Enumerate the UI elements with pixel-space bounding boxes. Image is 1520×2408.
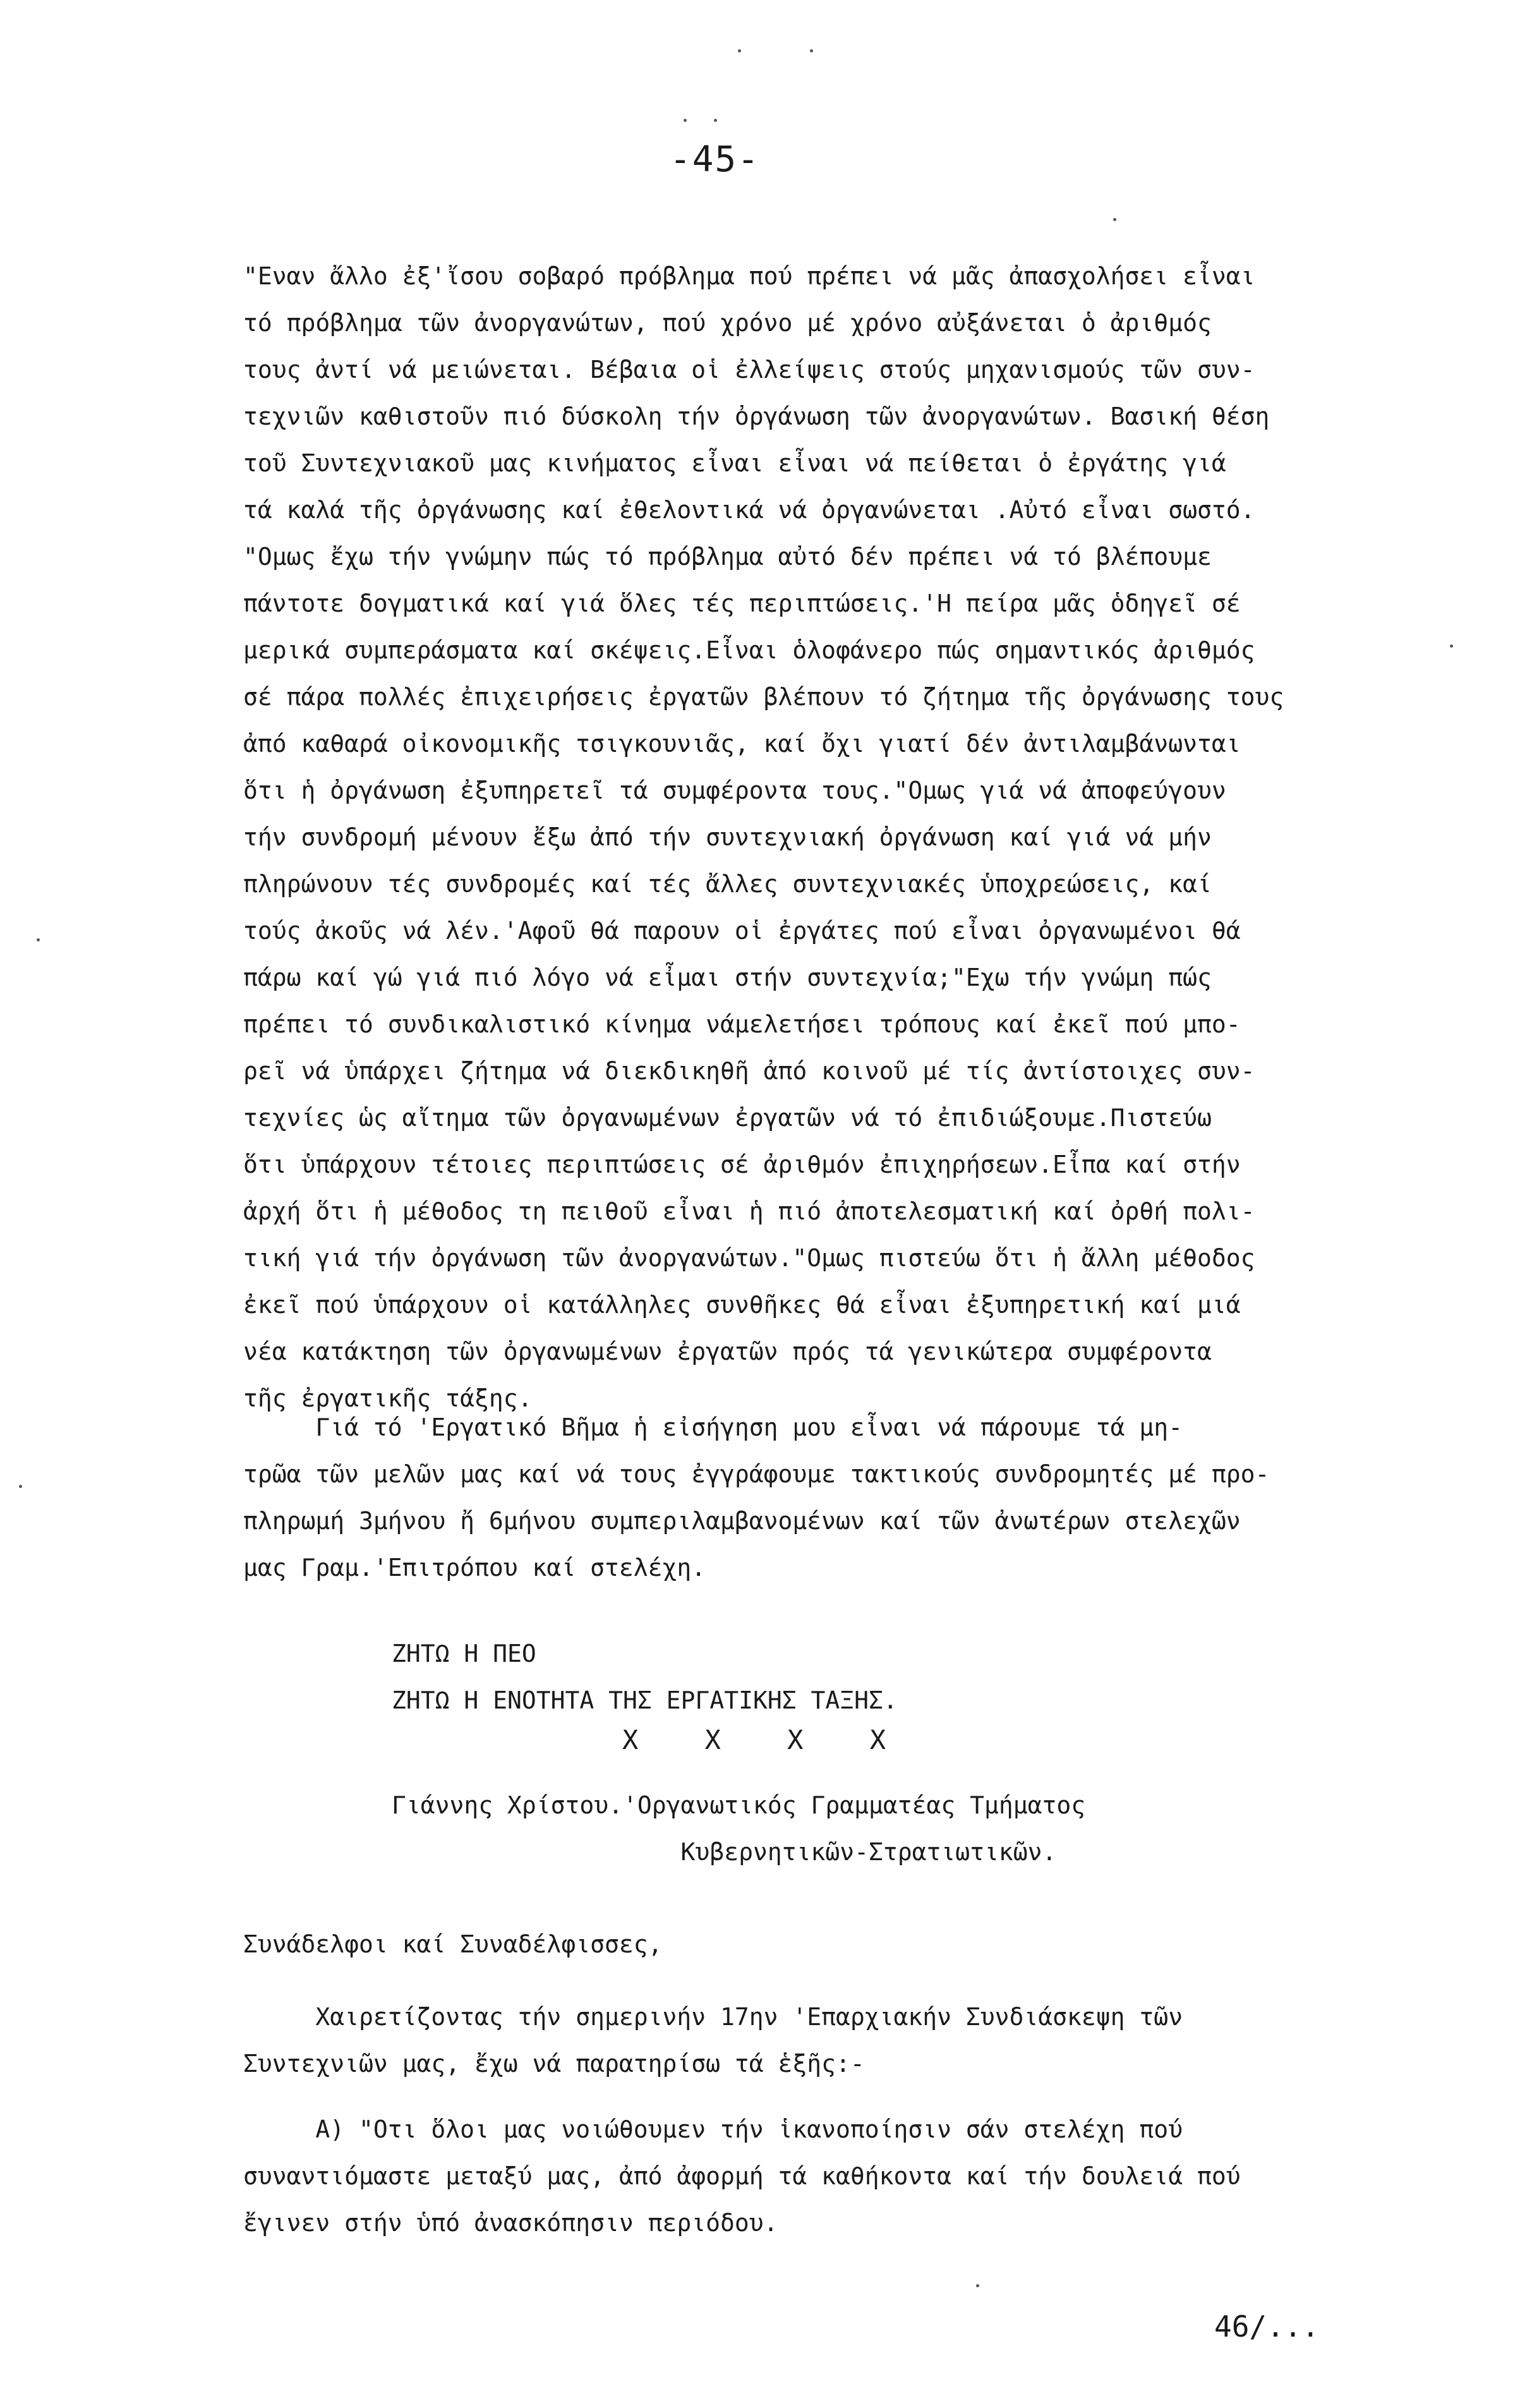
scan-speck bbox=[37, 938, 40, 941]
text-line: Συντεχνιῶν μας, ἔχω νά παρατηρίσω τά ἑξῆς:- bbox=[243, 2050, 865, 2078]
text-line: Γιάννης Χρίστου.'Οργανωτικός Γραμματέας Τμήματος bbox=[392, 1791, 1086, 1819]
paragraph-2 bbox=[243, 1404, 1269, 1591]
text-line: Χαιρετίζοντας τήν σημερινήν 17ην 'Επαρχιακήν Συνδιάσκεψη τῶν bbox=[243, 2003, 1183, 2031]
slogans bbox=[392, 1630, 898, 1724]
paragraph-1 bbox=[243, 253, 1284, 1422]
text-line: τῆς ἐργατικῆς τάξης. bbox=[243, 1384, 533, 1412]
text-line: σέ πάρα πολλές ἐπιχειρήσεις ἐργατῶν βλέπουν τό ζήτημα τῆς ὀργάνωσης τους bbox=[243, 683, 1284, 711]
page-number: -45- bbox=[670, 139, 760, 180]
text-line: ἔγινεν στήν ὑπό ἀνασκόπησιν περιόδου. bbox=[243, 2209, 778, 2237]
text-line: τους ἀντί νά μειώνεται. Βέβαια οἱ ἐλλείψεις στούς μηχανισμούς τῶν συν- bbox=[243, 356, 1255, 384]
scan-speck bbox=[19, 1485, 22, 1488]
scan-speck bbox=[684, 119, 687, 122]
text-line: πληρωμή 3μήνου ἤ 6μήνου συμπεριλαμβανομένων καί τῶν ἀνωτέρων στελεχῶν bbox=[243, 1507, 1241, 1535]
text-line: τοῦ Συντεχνιακοῦ μας κινήματος εἶναι εἶναι νά πείθεται ὁ ἐργάτης γιά bbox=[243, 449, 1226, 477]
text-line: μας Γραμ.'Επιτρόπου καί στελέχη. bbox=[243, 1554, 706, 1582]
text-line: Κυβερνητικῶν-Στρατιωτικῶν. bbox=[392, 1838, 1057, 1866]
text-line: Α) "Οτι ὅλοι μας νοιώθουμεν τήν ἱκανοποίησιν σάν στελέχη πού bbox=[243, 2115, 1183, 2143]
text-line: πάντοτε δογματικά καί γιά ὅλες τές περιπτώσεις.'Η πείρα μᾶς ὁδηγεῖ σέ bbox=[243, 590, 1241, 617]
scan-speck bbox=[976, 2284, 979, 2287]
text-line: τά καλά τῆς ὀργάνωσης καί ἐθελοντικά νά ὀργανώνεται .Αὐτό εἶναι σωστό. bbox=[243, 496, 1255, 524]
separator-marks: Χ Χ Χ Χ bbox=[622, 1724, 912, 1755]
text-line: ἀρχή ὅτι ἡ μέθοδος τη πειθοῦ εἶναι ἡ πιό ἀποτελεσματική καί ὀρθή πολι- bbox=[243, 1197, 1255, 1225]
text-line: ὅτι ὑπάρχουν τέτοιες περιπτώσεις σέ ἀριθμόν ἐπιχηρήσεων.Εἶπα καί στήν bbox=[243, 1151, 1241, 1178]
text-line: τεχνιῶν καθιστοῦν πιό δύσκολη τήν ὀργάνωση τῶν ἀνοργανώτων. Βασική θέση bbox=[243, 402, 1270, 430]
paragraph-4 bbox=[243, 2106, 1241, 2246]
text-line: τήν συνδρομή μένουν ἔξω ἀπό τήν συντεχνιακή ὀργάνωση καί γιά νά μήν bbox=[243, 823, 1212, 851]
text-line: "Εναν ἄλλο ἐξ'ἴσου σοβαρό πρόβλημα πού πρέπει νά μᾶς ἀπασχολήσει εἶναι bbox=[243, 262, 1255, 290]
text-line: ἀπό καθαρά οἰκονομικῆς τσιγκουνιᾶς, καί ὄχι γιατί δέν ἀντιλαμβάνωνται bbox=[243, 730, 1241, 758]
text-line: ρεῖ νά ὑπάρχει ζήτημα νά διεκδικηθῆ ἀπό κοινοῦ μέ τίς ἀντίστοιχες συν- bbox=[243, 1057, 1255, 1085]
text-line: πληρώνουν τές συνδρομές καί τές ἄλλες συντεχνιακές ὑποχρεώσεις, καί bbox=[243, 870, 1212, 898]
text-line: μερικά συμπεράσματα καί σκέψεις.Εἶναι ὁλοφάνερο πώς σημαντικός ἀριθμός bbox=[243, 636, 1255, 664]
scan-speck bbox=[810, 49, 813, 52]
scan-speck bbox=[714, 119, 717, 122]
scan-speck bbox=[1450, 644, 1453, 648]
page-continuation: 46/... bbox=[1214, 2309, 1320, 2344]
text-line: τό πρόβλημα τῶν ἀνοργανώτων, πού χρόνο μέ χρόνο αὐξάνεται ὁ ἀριθμός bbox=[243, 309, 1212, 337]
text-line: Γιά τό 'Εργατικό Βῆμα ἡ εἰσήγηση μου εἶναι νά πάρουμε τά μη- bbox=[243, 1413, 1183, 1441]
text-line: ὅτι ἡ ὀργάνωση ἐξυπηρετεῖ τά συμφέροντα τους."Ομως γιά νά ἀποφεύγουν bbox=[243, 777, 1226, 804]
text-line: τεχνίες ὡς αἴτημα τῶν ὀργανωμένων ἐργατῶν νά τό ἐπιδιώξουμε.Πιστεύω bbox=[243, 1104, 1212, 1132]
text-line: τική γιά τήν ὀργάνωση τῶν ἀνοργανώτων."Ομως πιστεύω ὅτι ἡ ἄλλη μέθοδος bbox=[243, 1244, 1255, 1272]
text-line: πάρω καί γώ γιά πιό λόγο νά εἶμαι στήν συντεχνία;"Εχω τήν γνώμη πώς bbox=[243, 964, 1212, 991]
paragraph-3 bbox=[243, 1994, 1183, 2087]
text-line: "Ομως ἔχω τήν γνώμην πώς τό πρόβλημα αὐτό δέν πρέπει νά τό βλέπουμε bbox=[243, 543, 1212, 571]
text-line: ἐκεῖ πού ὑπάρχουν οἱ κατάλληλες συνθῆκες θά εἶναι ἐξυπηρετική καί μιά bbox=[243, 1291, 1241, 1319]
text-line: συναντιόμαστε μεταξύ μας, ἀπό ἀφορμή τά καθήκοντα καί τήν δουλειά πού bbox=[243, 2162, 1241, 2190]
text-line: τρῶα τῶν μελῶν μας καί νά τους ἐγγράφουμε τακτικούς συνδρομητές μέ προ- bbox=[243, 1460, 1270, 1488]
text-line: νέα κατάκτηση τῶν ὀργανωμένων ἐργατῶν πρός τά γενικώτερα συμφέροντα bbox=[243, 1338, 1212, 1365]
text-line: ΖΗΤΩ Η ΠΕΟ bbox=[392, 1640, 536, 1667]
text-line: πρέπει τό συνδικαλιστικό κίνημα νάμελετήσει τρόπους καί ἐκεῖ πού μπο- bbox=[243, 1010, 1241, 1038]
signature-block bbox=[392, 1782, 1085, 1875]
scan-speck bbox=[1113, 218, 1116, 221]
text-line: τούς ἀκοῦς νά λέν.'Αφοῦ θά παρουν οἱ ἐργάτες πού εἶναι ὀργανωμένοι θά bbox=[243, 917, 1241, 945]
scan-speck bbox=[738, 49, 741, 52]
salutation: Συνάδελφοι καί Συναδέλφισσες, bbox=[243, 1930, 663, 1958]
text-line: ΖΗΤΩ Η ΕΝΟΤΗΤΑ ΤΗΣ ΕΡΓΑΤΙΚΗΣ ΤΑΞΗΣ. bbox=[392, 1686, 898, 1714]
